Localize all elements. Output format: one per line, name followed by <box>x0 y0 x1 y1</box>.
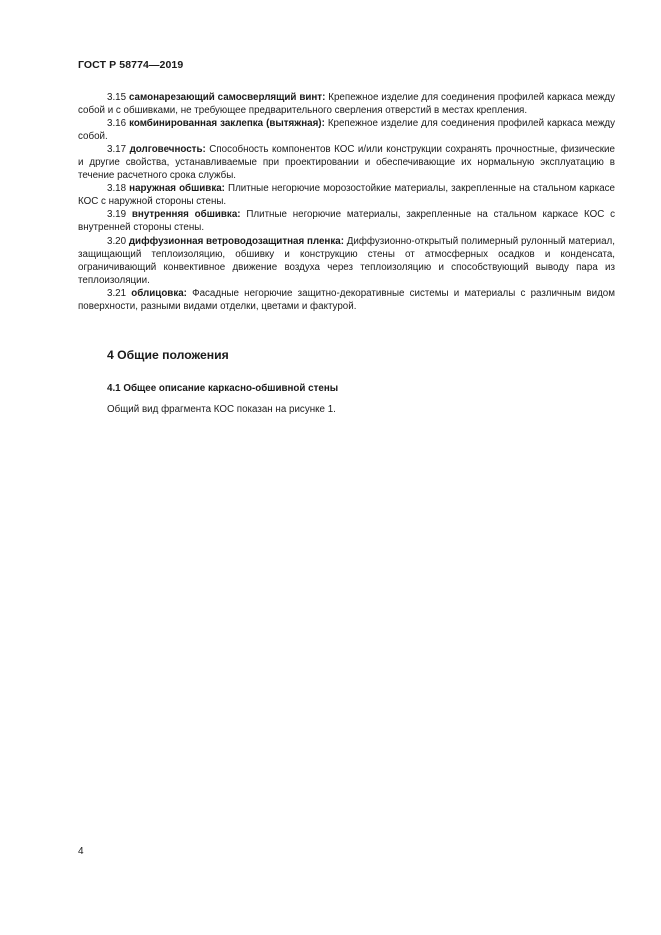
standard-id: ГОСТ Р 58774—2019 <box>78 59 184 71</box>
definition-number: 3.17 <box>107 144 127 156</box>
definition-item <box>78 182 615 208</box>
definition-item <box>78 117 615 143</box>
definition-text: Крепежное изделие для соединения профилей каркаса между собой и с обшивками, не требующее предварительного сверления отверстий в местах крепления. <box>78 92 615 117</box>
definition-number: 3.18 <box>107 183 127 195</box>
subsection-title: 4.1 Общее описание каркасно-обшивной стены <box>107 383 339 394</box>
body-paragraph: Общий вид фрагмента КОС показан на рисунке 1. <box>107 404 336 415</box>
page-number: 4 <box>78 846 84 857</box>
section-title: 4 Общие положения <box>107 348 229 362</box>
definition-number: 3.21 <box>107 287 127 299</box>
definition-item <box>78 143 615 182</box>
definition-term: облицовка: <box>131 287 187 299</box>
definition-item <box>78 91 615 117</box>
definition-item <box>78 208 615 234</box>
document-header <box>78 59 183 71</box>
definition-term: наружная обшивка: <box>129 183 225 195</box>
definition-text: Крепежное изделие для соединения профилей каркаса между собой. <box>78 118 615 143</box>
definitions-list <box>78 91 615 313</box>
definition-text: Способность компонентов КОС и/или конструкции сохранять прочностные, физические и другие свойства, устанавливаемые при проектировании и обеспечивающие их нормальную эксплуатацию в течение расчетного срока службы. <box>78 144 615 182</box>
definition-term: комбинированная заклепка (вытяжная): <box>129 118 325 130</box>
definition-term: долговечность: <box>129 144 206 156</box>
definition-text: Фасадные негорючие защитно-декоративные системы и материалы с различным видом поверхности, разными видами отделки, цветами и фактурой. <box>78 287 615 312</box>
definition-text: Диффузионно-открытый полимерный рулонный материал, защищающий теплоизоляцию, обшивку и конструкцию стены от атмосферных осадков и конденсата, ограничивающий конвективное движение воздуха через теплоизоляцию и способствующий выводу пара из теплоизоляции. <box>78 235 615 286</box>
definition-number: 3.20 <box>107 235 127 247</box>
definition-item <box>78 287 615 313</box>
definition-term: самонарезающий самосверлящий винт: <box>128 92 326 103</box>
definition-term: внутренняя обшивка: <box>131 209 241 221</box>
definition-term: диффузионная ветроводозащитная пленка: <box>128 235 344 247</box>
definition-text: Плитные негорючие материалы, закрепленные на стальном каркасе КОС с внутренней стороны стены. <box>78 209 615 234</box>
definition-number: 3.16 <box>107 118 127 130</box>
definition-number: 3.15 <box>107 92 127 103</box>
definition-number: 3.19 <box>107 209 127 221</box>
definition-item <box>78 235 615 287</box>
definition-text: Плитные негорючие морозостойкие материалы, закрепленные на стальном каркасе КОС с наружной стороны стены. <box>78 183 615 208</box>
